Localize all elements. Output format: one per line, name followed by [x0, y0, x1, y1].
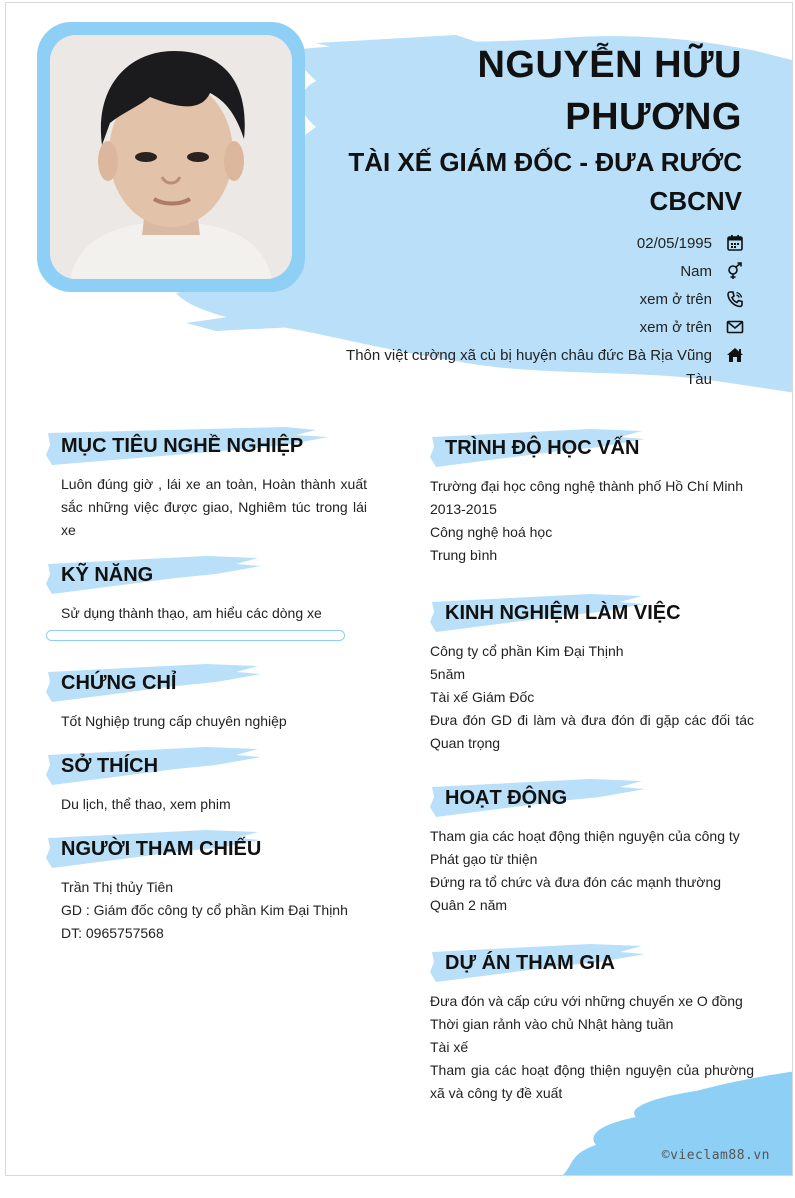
- job-title: Tài xế Giám Đốc: [430, 689, 535, 705]
- activity-item: Đứng ra tổ chức và đưa đón các mạnh thường Quân 2 năm: [430, 874, 722, 913]
- avatar: [50, 35, 292, 279]
- job-position: TÀI XẾ GIÁM ĐỐC - ĐƯA RƯỚC CBCNV: [348, 147, 742, 216]
- section-title: KINH NGHIỆM LÀM VIỆC: [445, 602, 681, 624]
- mail-icon: [726, 318, 744, 336]
- company-name: Công ty cổ phần Kim Đại Thịnh: [430, 643, 624, 659]
- skill-item: Sử dụng thành thạo, am hiểu các dòng xe: [61, 605, 322, 621]
- project-item: Tham gia các hoạt động thiện nguyện của phường xã và công ty đề xuất: [430, 1062, 754, 1101]
- school-name: Trường đại học công nghệ thành phố Hồ Chí Minh: [430, 478, 744, 494]
- references-header: [46, 830, 266, 872]
- education-list: [430, 475, 755, 567]
- avatar-frame: [37, 22, 305, 292]
- major: Công nghệ hoá học: [430, 524, 553, 540]
- address-text: Thôn việt cường xã cù bị huyện châu đức Bà Rịa Vũng Tàu: [346, 347, 712, 388]
- reference-title: GD : Giám đốc công ty cổ phần Kim Đại Thịnh: [61, 902, 348, 918]
- phone-icon: [726, 290, 744, 308]
- education-header: [430, 429, 650, 471]
- hobby-item: Du lịch, thể thao, xem phim: [61, 796, 231, 812]
- hobbies-header: [46, 747, 266, 789]
- activity-item: Phát gạo từ thiện: [430, 851, 538, 867]
- experience-list: [430, 640, 754, 755]
- references-list: [61, 876, 367, 945]
- section-title: TRÌNH ĐỘ HỌC VẤN: [445, 437, 640, 459]
- certificate-item: Tốt Nghiệp trung cấp chuyên nghiệp: [61, 713, 287, 729]
- experience-header: [430, 594, 681, 636]
- skills-header: [46, 556, 266, 598]
- project-item: Tài xế: [430, 1039, 469, 1055]
- skill-level-bar: [46, 630, 345, 641]
- activities-list: [430, 825, 754, 917]
- section-title: HOẠT ĐỘNG: [445, 787, 568, 809]
- activities-header: [430, 779, 650, 821]
- projects-header: [430, 944, 650, 986]
- section-title: NGƯỜI THAM CHIẾU: [61, 838, 262, 860]
- work-duration: 5năm: [430, 666, 466, 682]
- career-goal-text: Luôn đúng giờ , lái xe an toàn, Hoàn thành xuất sắc những việc được giao, Nghiêm túc trong lái xe: [61, 476, 367, 538]
- home-icon: [726, 346, 744, 364]
- calendar-icon: [726, 234, 744, 252]
- project-item: Đưa đón và cấp cứu với những chuyến xe O đồng: [430, 993, 743, 1009]
- gender-text: Nam: [680, 263, 712, 280]
- section-title: CHỨNG CHỈ: [61, 672, 177, 694]
- certificates-header: [46, 664, 266, 706]
- birthdate-text: 02/05/1995: [636, 235, 712, 252]
- phone-text: xem ở trên: [639, 291, 712, 308]
- section-title: MỤC TIÊU NGHỀ NGHIỆP: [61, 435, 304, 457]
- candidate-name: NGUYỄN HỮU PHƯƠNG: [477, 44, 742, 138]
- section-title: SỞ THÍCH: [61, 755, 159, 777]
- project-item: Thời gian rảnh vào chủ Nhật hàng tuần: [430, 1016, 674, 1032]
- watermark: ©vieclam88.vn: [661, 1148, 770, 1163]
- cv-page: [5, 2, 793, 1176]
- gender-icon: [726, 262, 744, 280]
- email-text: xem ở trên: [639, 319, 712, 336]
- activity-item: Tham gia các hoạt động thiện nguyện của công ty: [430, 828, 740, 844]
- reference-name: Trần Thị thủy Tiên: [61, 879, 174, 895]
- section-title: DỰ ÁN THAM GIA: [445, 952, 615, 974]
- grade: Trung bình: [430, 547, 498, 563]
- study-period: 2013-2015: [430, 501, 497, 517]
- section-title: KỸ NĂNG: [61, 564, 154, 586]
- projects-list: [430, 990, 754, 1105]
- career-goal-header: [46, 427, 346, 469]
- reference-phone: DT: 0965757568: [61, 925, 164, 941]
- job-description: Đưa đón GD đi làm và đưa đón đi gặp các đối tác Quan trọng: [430, 712, 754, 751]
